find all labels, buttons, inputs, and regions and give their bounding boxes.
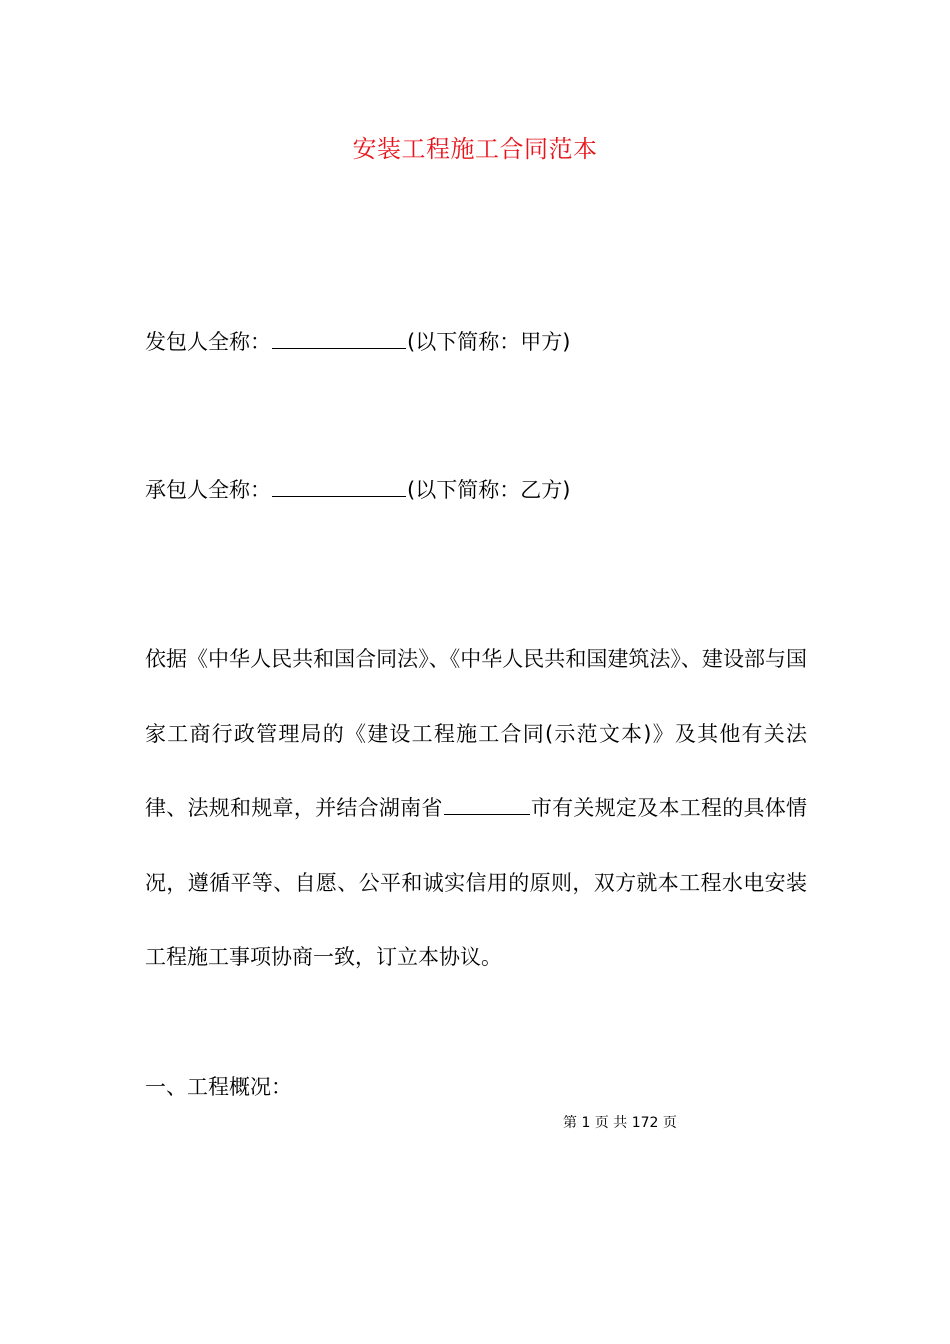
party-b-label: 承包人全称： [145,478,271,502]
intro-paragraph [145,622,807,995]
party-b-suffix: (以下简称：乙方) [407,478,571,502]
intro-text-before-blank: 依据《中华人民共和国合同法》、《中华人民共和国建筑法》、建设部与国家工商行政管理局的《建设工程施工合同(示范文本)》及其他有关法律、法规和规章，并结合湖南省 [145,647,807,820]
city-name-blank [444,792,530,815]
party-b-name-blank [272,474,406,497]
party-a-line [145,326,570,357]
intro-text-after-blank: 市有关规定及本工程的具体情况，遵循平等、自愿、公平和诚实信用的原则，双方就本工程水电安装工程施工事项协商一致，订立本协议。 [145,796,808,969]
page-number-footer: 第 1 页 共 172 页 [563,1115,677,1131]
section-heading-project-overview: 一、工程概况： [145,1075,292,1099]
party-b-line [145,474,570,505]
document-title: 安装工程施工合同范本 [352,135,598,163]
party-a-name-blank [272,326,406,349]
party-a-suffix: (以下简称：甲方) [407,330,571,354]
party-a-label: 发包人全称： [145,330,271,354]
